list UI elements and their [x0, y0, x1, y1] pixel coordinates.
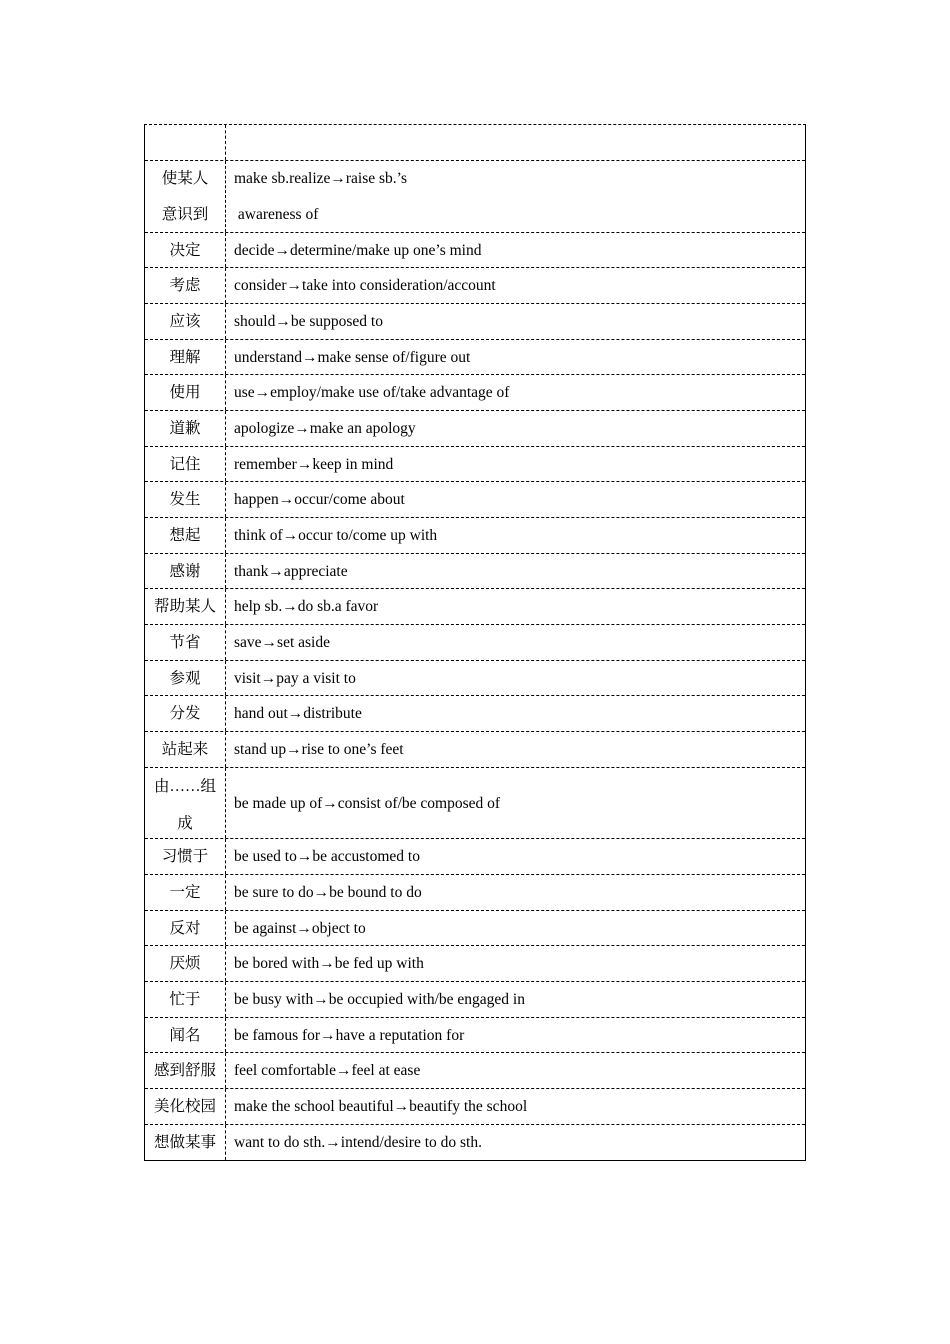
chinese-cell: [145, 768, 226, 839]
chinese-cell: 反对: [145, 911, 226, 946]
vocabulary-table: [144, 124, 806, 1161]
table-row: [145, 660, 805, 696]
table-row: [145, 910, 805, 946]
english-cell: be against→object to: [234, 919, 366, 937]
english-cell: make the school beautiful→beautify the school: [234, 1098, 528, 1116]
table-row: [145, 624, 805, 660]
chinese-cell: 感谢: [145, 554, 226, 589]
english-cell: be famous for→have a reputation for: [234, 1026, 465, 1044]
table-row: [145, 767, 805, 839]
chinese-cell: 习惯于: [145, 839, 226, 874]
chinese-cell: 厌烦: [145, 946, 226, 981]
table-row: [145, 517, 805, 553]
table-row: [145, 981, 805, 1017]
chinese-cell: 记住: [145, 447, 226, 482]
table-row: [145, 339, 805, 375]
chinese-cell: [145, 125, 226, 160]
table-row: [145, 1088, 805, 1124]
english-text-line: awareness of: [234, 205, 319, 223]
table-row: [145, 731, 805, 767]
table-row: [145, 553, 805, 589]
english-cell: [226, 125, 805, 160]
english-cell: stand up→rise to one’s feet: [234, 741, 404, 759]
chinese-cell: 站起来: [145, 732, 226, 767]
english-cell: consider→take into consideration/account: [234, 277, 496, 295]
table-row: [145, 303, 805, 339]
table-row: [145, 446, 805, 482]
chinese-cell: 美化校园: [145, 1089, 226, 1124]
table-row: [145, 945, 805, 981]
english-cell: use→employ/make use of/take advantage of: [234, 384, 510, 402]
chinese-cell: 决定: [145, 233, 226, 268]
english-cell: think of→occur to/come up with: [234, 527, 438, 544]
chinese-cell: 忙于: [145, 982, 226, 1017]
table-row: [145, 874, 805, 910]
chinese-cell: 分发: [145, 696, 226, 731]
chinese-cell: 感到舒服: [145, 1053, 226, 1088]
chinese-text-line: 由……组: [153, 777, 216, 795]
chinese-cell: 应该: [145, 304, 226, 339]
table-row-header-blank: [145, 125, 805, 160]
chinese-cell: 发生: [145, 482, 226, 517]
chinese-text-line: 意识到: [161, 205, 209, 223]
chinese-cell: 想做某事: [145, 1125, 226, 1160]
english-cell: thank→appreciate: [234, 562, 348, 580]
chinese-text-line: 成: [177, 815, 193, 833]
table-row: [145, 1052, 805, 1088]
english-cell: visit→pay a visit to: [234, 669, 356, 687]
chinese-cell: 帮助某人: [145, 589, 226, 624]
english-cell: feel comfortable→feel at ease: [234, 1062, 421, 1080]
english-cell: be sure to do→be bound to do: [234, 884, 422, 901]
english-cell: save→set aside: [234, 634, 330, 652]
english-cell: hand out→distribute: [234, 705, 362, 723]
chinese-cell: 理解: [145, 340, 226, 375]
english-cell: want to do sth.→intend/desire to do sth.: [234, 1133, 482, 1151]
english-cell: should→be supposed to: [234, 312, 383, 330]
table-row: [145, 1017, 805, 1053]
chinese-text-line: 使某人: [161, 170, 209, 187]
chinese-cell: [145, 161, 226, 232]
chinese-cell: 使用: [145, 375, 226, 410]
table-row: [145, 160, 805, 232]
english-cell: happen→occur/come about: [234, 491, 405, 509]
chinese-cell: 考虑: [145, 268, 226, 303]
chinese-cell: 道歉: [145, 411, 226, 446]
table-row: [145, 695, 805, 731]
english-cell: be used to→be accustomed to: [234, 848, 420, 866]
table-row: [145, 481, 805, 517]
english-cell: be made up of→consist of/be composed of: [234, 794, 501, 812]
table-row: [145, 232, 805, 268]
english-cell: decide→determine/make up one’s mind: [234, 241, 482, 259]
chinese-cell: 参观: [145, 661, 226, 696]
chinese-cell: 节省: [145, 625, 226, 660]
table-row: [145, 588, 805, 624]
english-text-line: make sb.realize→raise sb.’s: [234, 170, 408, 187]
table-row: [145, 374, 805, 410]
chinese-cell: 一定: [145, 875, 226, 910]
table-row: [145, 1124, 805, 1160]
english-cell: apologize→make an apology: [234, 419, 416, 437]
english-cell: remember→keep in mind: [234, 455, 394, 473]
table-row: [145, 410, 805, 446]
chinese-cell: 想起: [145, 518, 226, 553]
english-cell: be bored with→be fed up with: [234, 955, 424, 973]
table-row: [145, 267, 805, 303]
english-cell: help sb.→do sb.a favor: [234, 598, 379, 616]
chinese-cell: 闻名: [145, 1018, 226, 1053]
english-cell: [226, 161, 805, 232]
table-row: [145, 838, 805, 874]
english-cell: be busy with→be occupied with/be engaged in: [234, 991, 525, 1009]
english-cell: understand→make sense of/figure out: [234, 348, 471, 366]
